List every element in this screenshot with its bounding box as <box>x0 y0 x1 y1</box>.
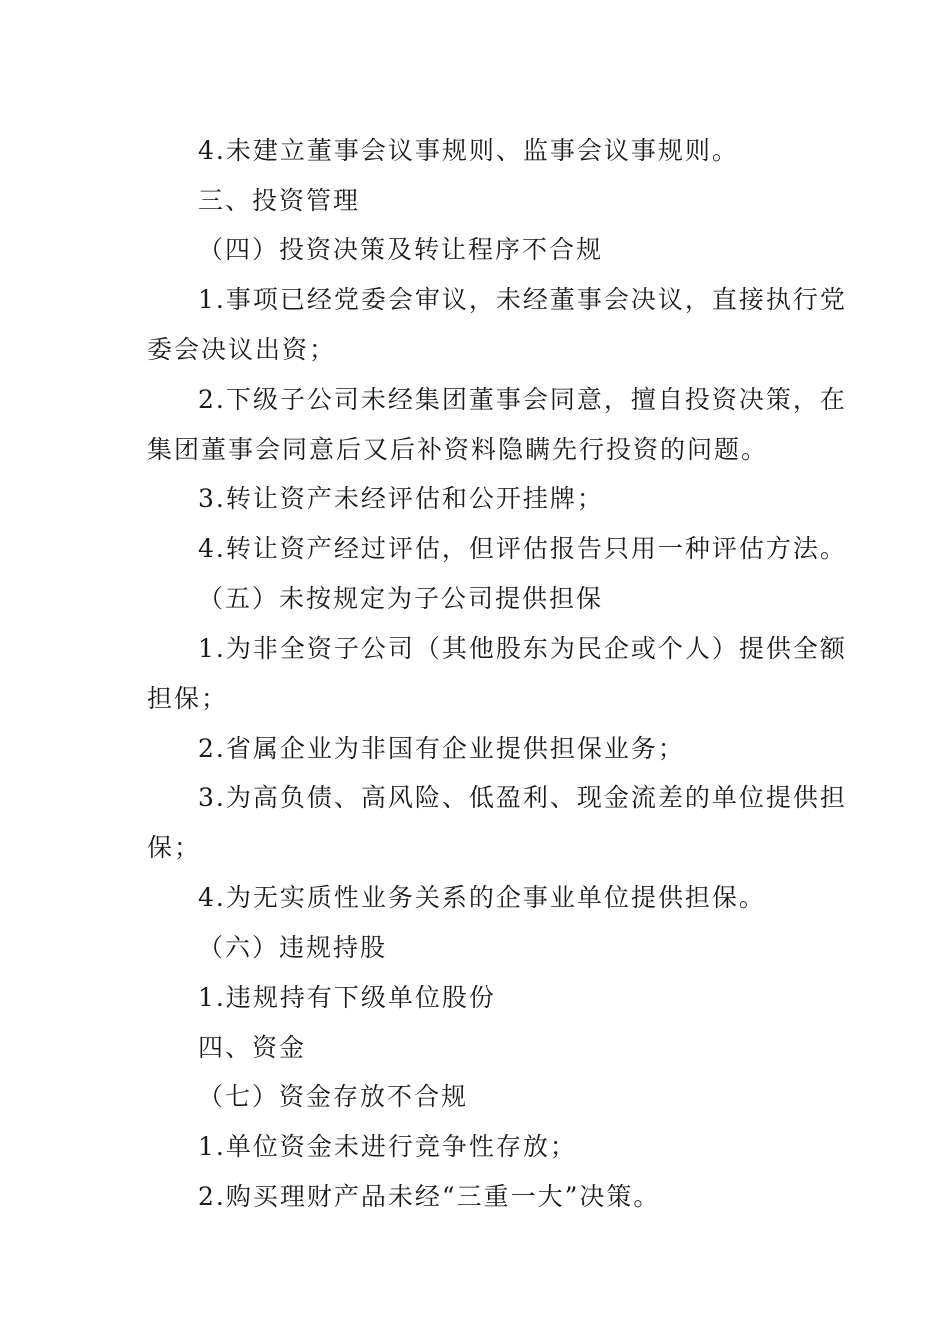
subsection-5-heading: （五）未按规定为子公司提供担保 <box>198 584 604 613</box>
item-1-guarantee-line2: 担保； <box>147 684 229 713</box>
item-3-asset-transfer: 3.转让资产未经评估和公开挂牌； <box>198 484 604 513</box>
item-4-board-rules: 4.未建立董事会议事规则、监事会议事规则。 <box>198 136 739 165</box>
item-1-party-committee-line2: 委会决议出资； <box>147 335 337 364</box>
item-3-guarantee-line2: 保； <box>147 833 202 862</box>
item-4-guarantee: 4.为无实质性业务关系的企事业单位提供担保。 <box>198 883 766 912</box>
item-2-guarantee: 2.省属企业为非国有企业提供担保业务； <box>198 734 685 763</box>
item-2-subsidiary-line2: 集团董事会同意后又后补资料隐瞒先行投资的问题。 <box>147 435 769 464</box>
section-4-heading: 四、资金 <box>198 1033 307 1062</box>
item-4-asset-evaluation: 4.转让资产经过评估，但评估报告只用一种评估方法。 <box>198 534 847 563</box>
section-3-heading: 三、投资管理 <box>198 186 361 215</box>
item-2-wealth-products: 2.购买理财产品未经“三重一大”决策。 <box>198 1182 661 1211</box>
item-1-guarantee-line1: 1.为非全资子公司（其他股东为民企或个人）提供全额 <box>198 634 847 663</box>
subsection-7-heading: （七）资金存放不合规 <box>198 1082 469 1111</box>
subsection-6-heading: （六）违规持股 <box>198 933 388 962</box>
item-1-party-committee-line1: 1.事项已经党委会审议，未经董事会决议，直接执行党 <box>198 285 847 314</box>
item-2-subsidiary-line1: 2.下级子公司未经集团董事会同意，擅自投资决策，在 <box>198 385 847 414</box>
item-3-guarantee-line1: 3.为高负债、高风险、低盈利、现金流差的单位提供担 <box>198 783 847 812</box>
item-1-shareholding: 1.违规持有下级单位股份 <box>198 983 496 1012</box>
subsection-4-heading: （四）投资决策及转让程序不合规 <box>198 235 604 264</box>
item-1-fund-deposit: 1.单位资金未进行竞争性存放； <box>198 1132 577 1161</box>
